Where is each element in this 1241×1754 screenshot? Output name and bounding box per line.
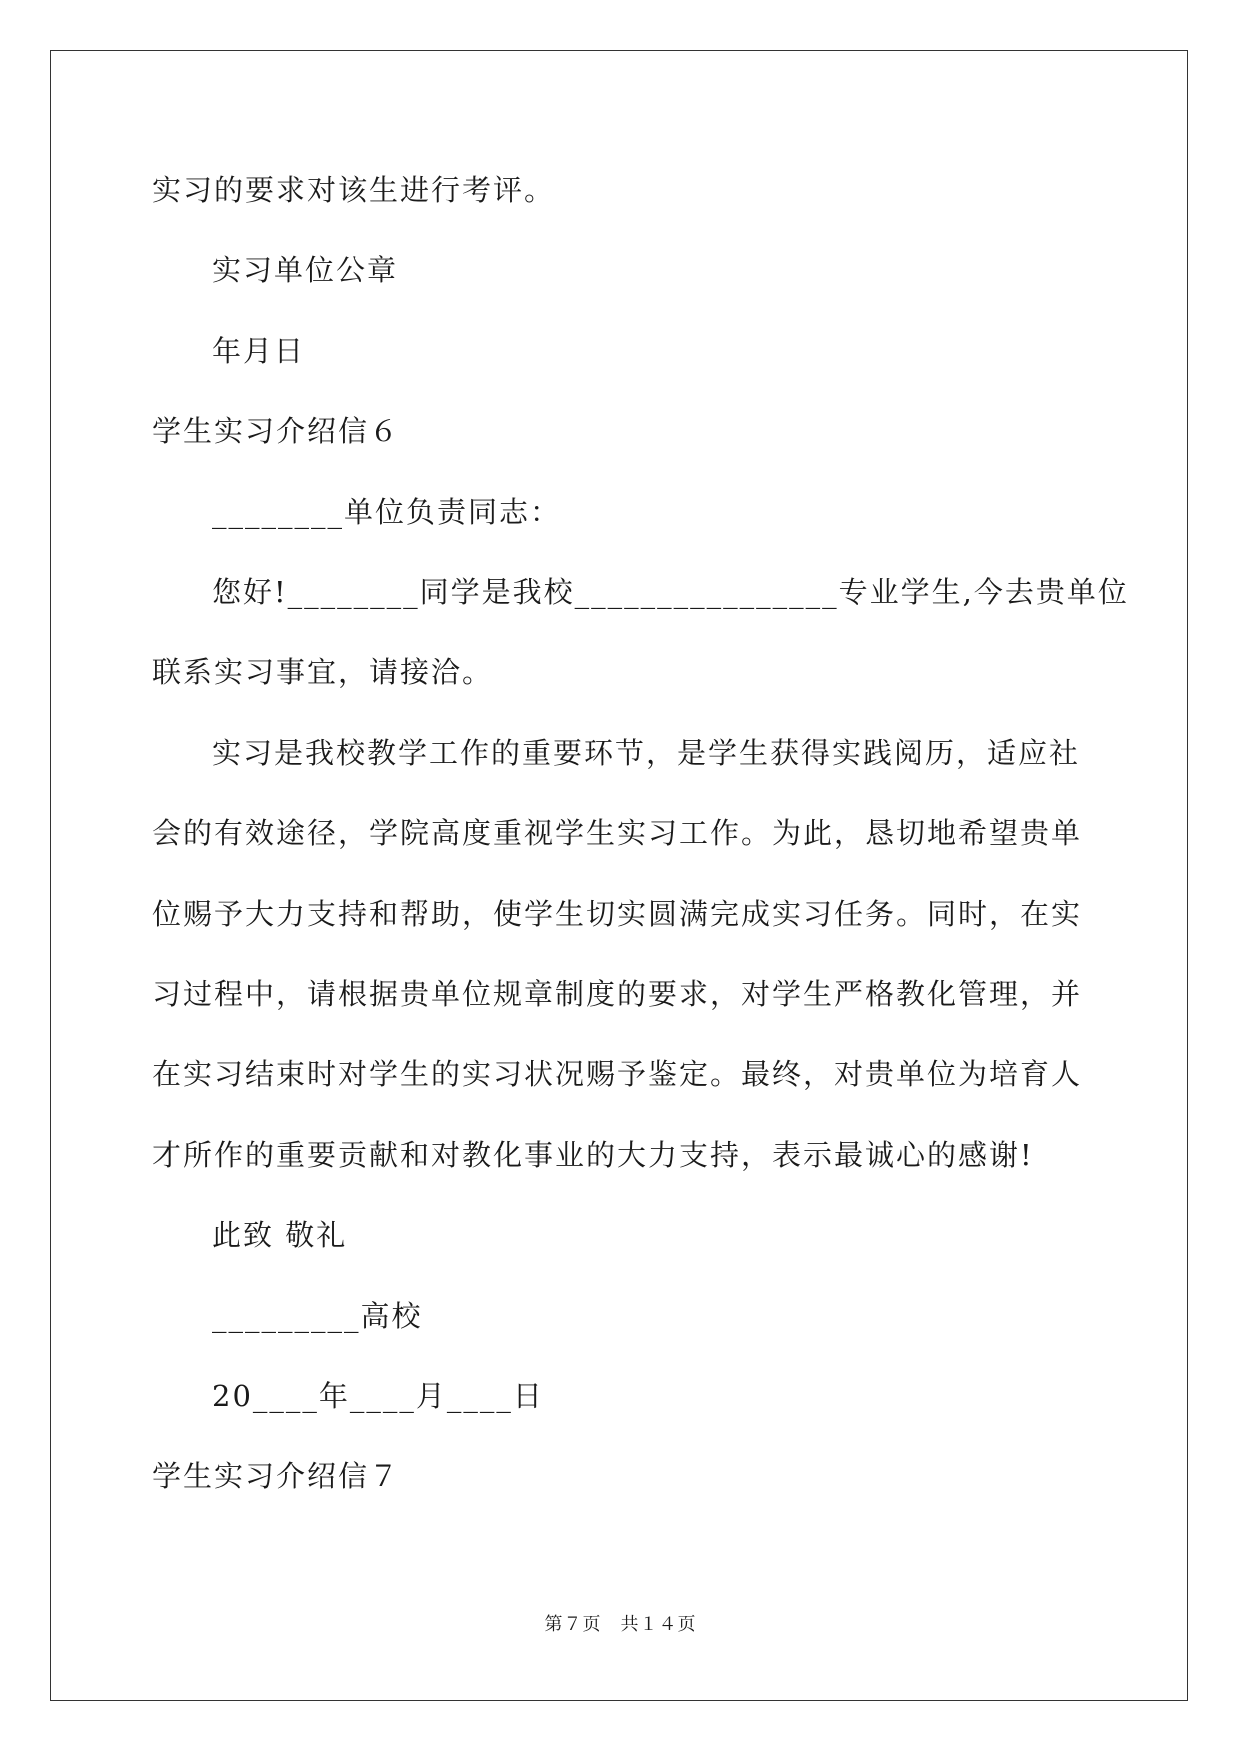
text-line: 在实习结束时对学生的实习状况赐予鉴定。最终，对贵单位为培育人 <box>152 1057 1083 1091</box>
text-line: _________高校 <box>212 1299 423 1333</box>
text-line: 您好!________同学是我校________________专业学生,今去贵单位 <box>212 575 1129 609</box>
text-line: 实习单位公章 <box>212 253 399 287</box>
section-heading: 学生实习介绍信６ <box>152 414 401 448</box>
page-frame <box>50 50 1188 1701</box>
text-line: 年月日 <box>212 334 306 368</box>
text-line: 20____年____月____日 <box>212 1379 544 1413</box>
text-line: 位赐予大力支持和帮助，使学生切实圆满完成实习任务。同时，在实 <box>152 897 1083 931</box>
text-line: ________单位负责同志： <box>212 495 562 529</box>
text-line: 联系实习事宜，请接洽。 <box>152 655 494 689</box>
section-heading: 学生实习介绍信７ <box>152 1459 401 1493</box>
text-line: 实习的要求对该生进行考评。 <box>152 173 556 207</box>
text-line: 会的有效途径，学院高度重视学生实习工作。为此，恳切地希望贵单 <box>152 816 1083 850</box>
page-footer <box>0 1610 1241 1636</box>
text-line: 习过程中，请根据贵单位规章制度的要求，对学生严格教化管理，并 <box>152 977 1083 1011</box>
text-line: 此致 敬礼 <box>212 1218 348 1252</box>
page-number: 第７页 共１４页 <box>544 1614 697 1635</box>
text-line: 实习是我校教学工作的重要环节，是学生获得实践阅历，适应社 <box>212 736 1081 770</box>
text-line: 才所作的重要贡献和对教化事业的大力支持，表示最诚心的感谢! <box>152 1138 1034 1172</box>
